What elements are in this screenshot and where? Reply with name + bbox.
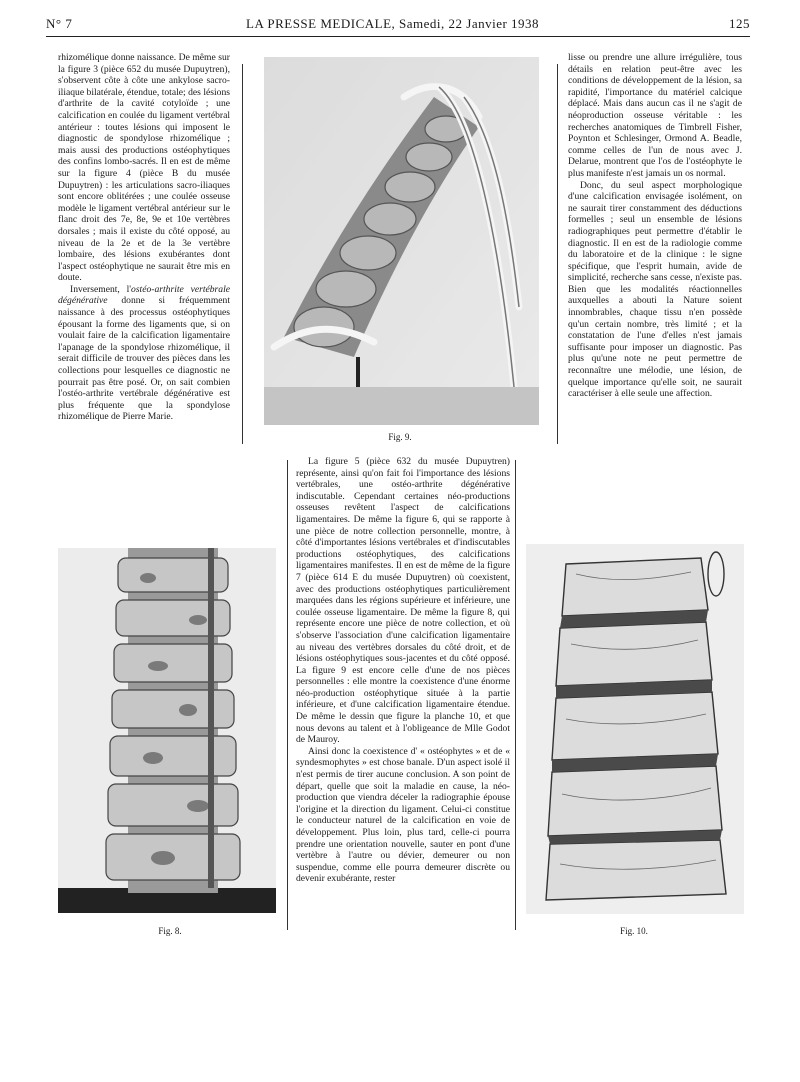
paragraph: Inversement, l'ostéo-arthrite vertébrale dégénérative donne si fréquemment naissance à des processus ostéophytiques épousant la forme des ligaments que, si on voulait faire de la calcification ligamentaire l'apanage de la spondylose rhizomélique, il serait difficile de trouver des pièces dans les collections pour lesquelles ce diagnostic ne pourrait pas être posé. Or, on sait combien l'ostéo-arthrite vertébrale dégénérative est plus fréquente que la spondylose rhizomélique de Pierre Marie. bbox=[58, 283, 230, 423]
spine-photo-fig8 bbox=[58, 548, 276, 913]
issue-number: N° 7 bbox=[46, 16, 73, 31]
figure-10-drawing bbox=[526, 544, 744, 914]
journal-title: LA PRESSE MEDICALE, Samedi, 22 Janvier 1938 bbox=[246, 16, 540, 31]
page-number: 125 bbox=[729, 16, 750, 31]
text-column-right-top bbox=[568, 52, 742, 400]
text-column-left bbox=[58, 52, 230, 423]
figure-caption: Fig. 9. bbox=[388, 432, 412, 442]
spine-photo-fig9 bbox=[264, 57, 539, 425]
column-rule bbox=[287, 460, 288, 930]
spine-drawing-fig10 bbox=[526, 544, 744, 914]
paragraph: rhizomélique donne naissance. De même sur la figure 3 (pièce 652 du musée Dupuytren), s'observent côte à côte une ankylose sacro-iliaque bilatérale, étendue, totale; des lésions d'arthrite de la cavité cotyloïde ; une calcification en coulée du ligament vertébral antérieur : toutes lésions qui imposent le diagnostic de spondylose rhizomélique ; mais aussi des productions ostéophytiques des confins lombo-sacrés. Il en est de même sur la figure 4 (pièce B du musée Dupuytren) : les articulations sacro-iliaques sont encore oblitérées ; une coulée osseuse modèle le ligament vertébral antérieur sur le flanc droit des 7e, 8e, 9e et 10e vertèbres dorsales ; mais il existe du côté opposé, au niveau de la 2e et de la 3e vertèbre lombaire, des lésions exubérantes dont l'aspect ostéophytique ne saurait être mis en doute. bbox=[58, 52, 230, 284]
paragraph: Donc, du seul aspect morphologique d'une calcification envisagée isolément, on ne saurait tirer constamment des déductions formelles ; seul un ensemble de lésions radiographiques peut permettre d'établir le diagnostic. Il en est de la radiologie comme du laboratoire et de la clinique : le signe spécifique, que l'esprit humain, avide de simplicité, recherche sans cesse, n'existe pas. Bien que les modalités réactionnelles auxquelles a abouti la Nature soient innombrables, chaque tissu n'en possède qu'un certain nombre, très limité ; et la constatation de l'une d'elles n'est jamais suffisante pour imposer un diagnostic. Pas plus qu'une note ne peut permettre de reconnaître une mélodie, une lésion, de quelque importance qu'elle soit, ne saurait caractériser à elle seule une affection. bbox=[568, 179, 742, 400]
emphasis: ostéo-arthrite vertébrale dégénérative bbox=[58, 283, 230, 307]
paragraph: Ainsi donc la coexistence d' « ostéophytes » et de « syndesmophytes » est chose banale. D'un aspect isolé il n'est permis de tirer aucune conclusion. A son point de départ, quelle que soit la maladie en cause, la néo-production que viendra déceler la radiographie épouse l'origine et la direction du ligament. Celui-ci constitue le conducteur naturel de la calcification en voie de développement. Plus loin, plus tard, celle-ci pourra prendre une orientation nouvelle, sauter en pont d'une vertèbre à l'autre ou dévier, demeurer ou non suspendue, comme elle pourra demeurer discrète ou devenir exubérante, rester bbox=[296, 745, 510, 885]
figure-caption: Fig. 8. bbox=[158, 926, 182, 936]
running-header bbox=[46, 14, 750, 37]
figure-caption: Fig. 10. bbox=[620, 926, 648, 936]
column-rule bbox=[557, 64, 558, 444]
figure-8-photo bbox=[58, 548, 276, 913]
paragraph: La figure 5 (pièce 632 du musée Dupuytren) représente, ainsi qu'on fait foi l'importance des lésions vertébrales, une ostéo-arthrite dégénérative indiscutable. Cependant certaines néo-productions osseuses revêtent l'aspect de calcifications ligamentaires. De même la figure 6, qui se rapporte à une pièce de notre collection personnelle, montre, à côté d'importantes lésions vertébrales et d'indiscutables productions ostéophytiques, des calcifications ligamentaires manifestes. Il en est de même de la figure 7 (pièce 614 E du musée Dupuytren) où coexistent, avec des productions ostéophytiques particulièrement marquées dans les régions supérieure et inférieure, une coulée osseuse ligamentaire. De même la figure 8, qui représente encore une pièce de notre collection, et où s'observe l'association d'une calcification ligamentaire au niveau des vertèbres dorsales du côté droit, et de lésions ostéophytiques sous-jacentes et du côté opposé. La figure 9 est encore celle d'une de nos pièces personnelles : elle montre la coexistence d'une énorme néo-production ostéophytique située à la partie inférieure, et d'une calcification ligamentaire étendue. De même le dessin que figure la planche 10, et que nous devons au talent et à l'obligeance de Mlle Godot de Mauroy. bbox=[296, 456, 510, 746]
figure-9-photo bbox=[264, 57, 539, 425]
column-rule bbox=[515, 460, 516, 930]
paragraph: lisse ou prendre une allure irrégulière, tous détails en relation peut-être avec les conditions de développement de la lésion, sa rapidité, l'importance du matériel calcique déplacé. Mais dans aucun cas il ne s'agit de néoproduction osseuse véritable : les recherches anatomiques de Timbrell Fisher, Poynton et Schlesinger, Ormond A. Beadle, comme celles de l'un de nous avec J. Delarue, montrent que l'os de l'ostéophyte le plus manifeste n'est jamais un os normal. bbox=[568, 52, 742, 179]
text-column-middle bbox=[296, 456, 510, 885]
column-rule bbox=[242, 64, 243, 444]
